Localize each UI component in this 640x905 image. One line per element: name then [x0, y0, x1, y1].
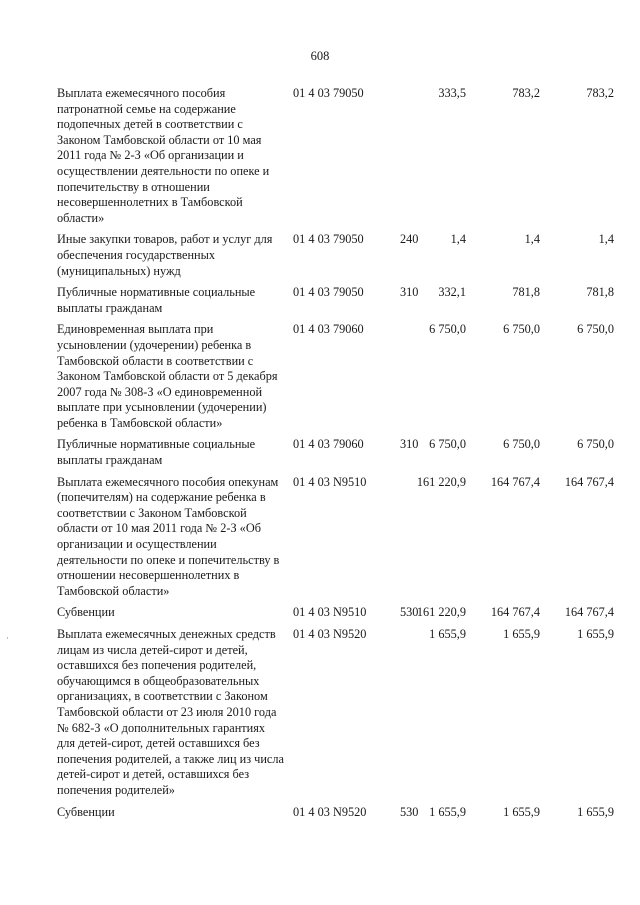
- row-code: 01 4 03 N9520: [293, 627, 367, 641]
- margin-mark: ·: [6, 633, 9, 643]
- row-code: 01 4 03 79050: [293, 232, 364, 247]
- row-expense-type: 530: [400, 605, 419, 620]
- row-value-1: 6 750,0: [429, 322, 466, 337]
- row-value-2: 783,2: [512, 86, 540, 100]
- row-description: Иные закупки товаров, работ и услуг для обеспечения государственных (муниципальных) нужд: [57, 232, 273, 278]
- row-description: Выплата ежемесячного пособия патронатной семье на содержание подопечных детей в соответствии с Законом Тамбовской области от 10 мая 2011 года № 2-З «Об организации и осуществлении деятельности по опеке и попечительству в отношении несовершеннолетних в Тамбовской области»: [57, 86, 270, 225]
- row-value-1: 6 750,0: [429, 437, 466, 452]
- table-row: [0, 86, 640, 226]
- budget-table: [0, 86, 640, 826]
- row-value-1: 1,4: [450, 232, 466, 247]
- row-code: 01 4 03 79060: [293, 322, 364, 337]
- row-value-2: 6 750,0: [503, 322, 540, 337]
- row-value-3: 6 750,0: [577, 322, 614, 337]
- row-code: 01 4 03 79060: [293, 437, 364, 452]
- row-description: Выплата ежемесячного пособия опекунам (попечителям) на содержание ребенка в соответствии с Законом Тамбовской области от 10 мая 2011 года № 2-З «Об организации и осуществлении деятельности по опеке и попечительству в отношении несовершеннолетних в Тамбовской области»: [57, 474, 280, 598]
- row-value-1: 332,1: [438, 285, 466, 300]
- row-value-2: 781,8: [512, 285, 540, 300]
- row-description: Субвенции: [57, 804, 115, 819]
- table-row: [0, 605, 640, 621]
- row-value-1: 161 220,9: [416, 474, 466, 489]
- row-value-1: 1 655,9: [429, 627, 466, 641]
- row-value-3: 1,4: [598, 232, 614, 247]
- row-description: Единовременная выплата при усыновлении (удочерении) ребенка в Тамбовской области в соответствии с Законом Тамбовской области от 5 декабря 2007 года № 308-З «О единовременной выплате при усыновлении (удочерении) ребенка в Тамбовской области»: [57, 322, 278, 430]
- row-code: 01 4 03 N9520: [293, 804, 367, 819]
- row-value-3: 783,2: [586, 86, 614, 100]
- row-value-2: 1 655,9: [503, 804, 540, 819]
- table-row: [0, 232, 640, 279]
- row-value-3: 781,8: [586, 285, 614, 300]
- row-description: Выплата ежемесячных денежных средств лицам из числа детей-сирот и детей, оставшихся без попечения родителей, обучающимся в общеобразовательных организациях, в соответствии с Законом Тамбовской области от 23 июля 2010 года № 682-З «О дополнительных гарантиях для детей-сирот, детей оставшихся без попечения родителей, а также лиц из числа детей-сирот и детей, оставшихся без попечения родителей»: [57, 627, 284, 797]
- row-code: 01 4 03 79050: [293, 86, 364, 100]
- row-description: Публичные нормативные социальные выплаты гражданам: [57, 285, 256, 315]
- row-value-3: 1 655,9: [577, 804, 614, 819]
- row-value-1: 1 655,9: [429, 804, 466, 819]
- row-expense-type: 240: [400, 232, 419, 247]
- row-code: 01 4 03 N9510: [293, 474, 367, 489]
- row-value-2: 1 655,9: [503, 627, 540, 641]
- row-value-3: 164 767,4: [564, 474, 614, 489]
- table-row: [0, 285, 640, 316]
- row-value-1: 333,5: [438, 86, 466, 100]
- row-value-2: 1,4: [524, 232, 540, 247]
- row-value-2: 164 767,4: [490, 474, 540, 489]
- row-value-2: 6 750,0: [503, 437, 540, 452]
- row-expense-type: 530: [400, 804, 419, 819]
- page-number: 608: [310, 49, 330, 63]
- row-value-3: 1 655,9: [577, 627, 614, 641]
- row-value-3: 164 767,4: [564, 605, 614, 620]
- table-row: [0, 805, 640, 821]
- row-expense-type: 310: [400, 285, 419, 300]
- table-row: [0, 627, 640, 799]
- table-row: [0, 437, 640, 468]
- row-expense-type: 310: [400, 437, 419, 452]
- row-description: Публичные нормативные социальные выплаты гражданам: [57, 437, 256, 468]
- row-code: 01 4 03 79050: [293, 285, 364, 300]
- row-value-3: 6 750,0: [577, 437, 614, 452]
- row-description: Субвенции: [57, 605, 115, 620]
- table-row: [0, 475, 640, 600]
- table-row: [0, 322, 640, 431]
- row-value-1: 161 220,9: [416, 605, 466, 620]
- row-value-2: 164 767,4: [490, 605, 540, 620]
- row-code: 01 4 03 N9510: [293, 605, 367, 620]
